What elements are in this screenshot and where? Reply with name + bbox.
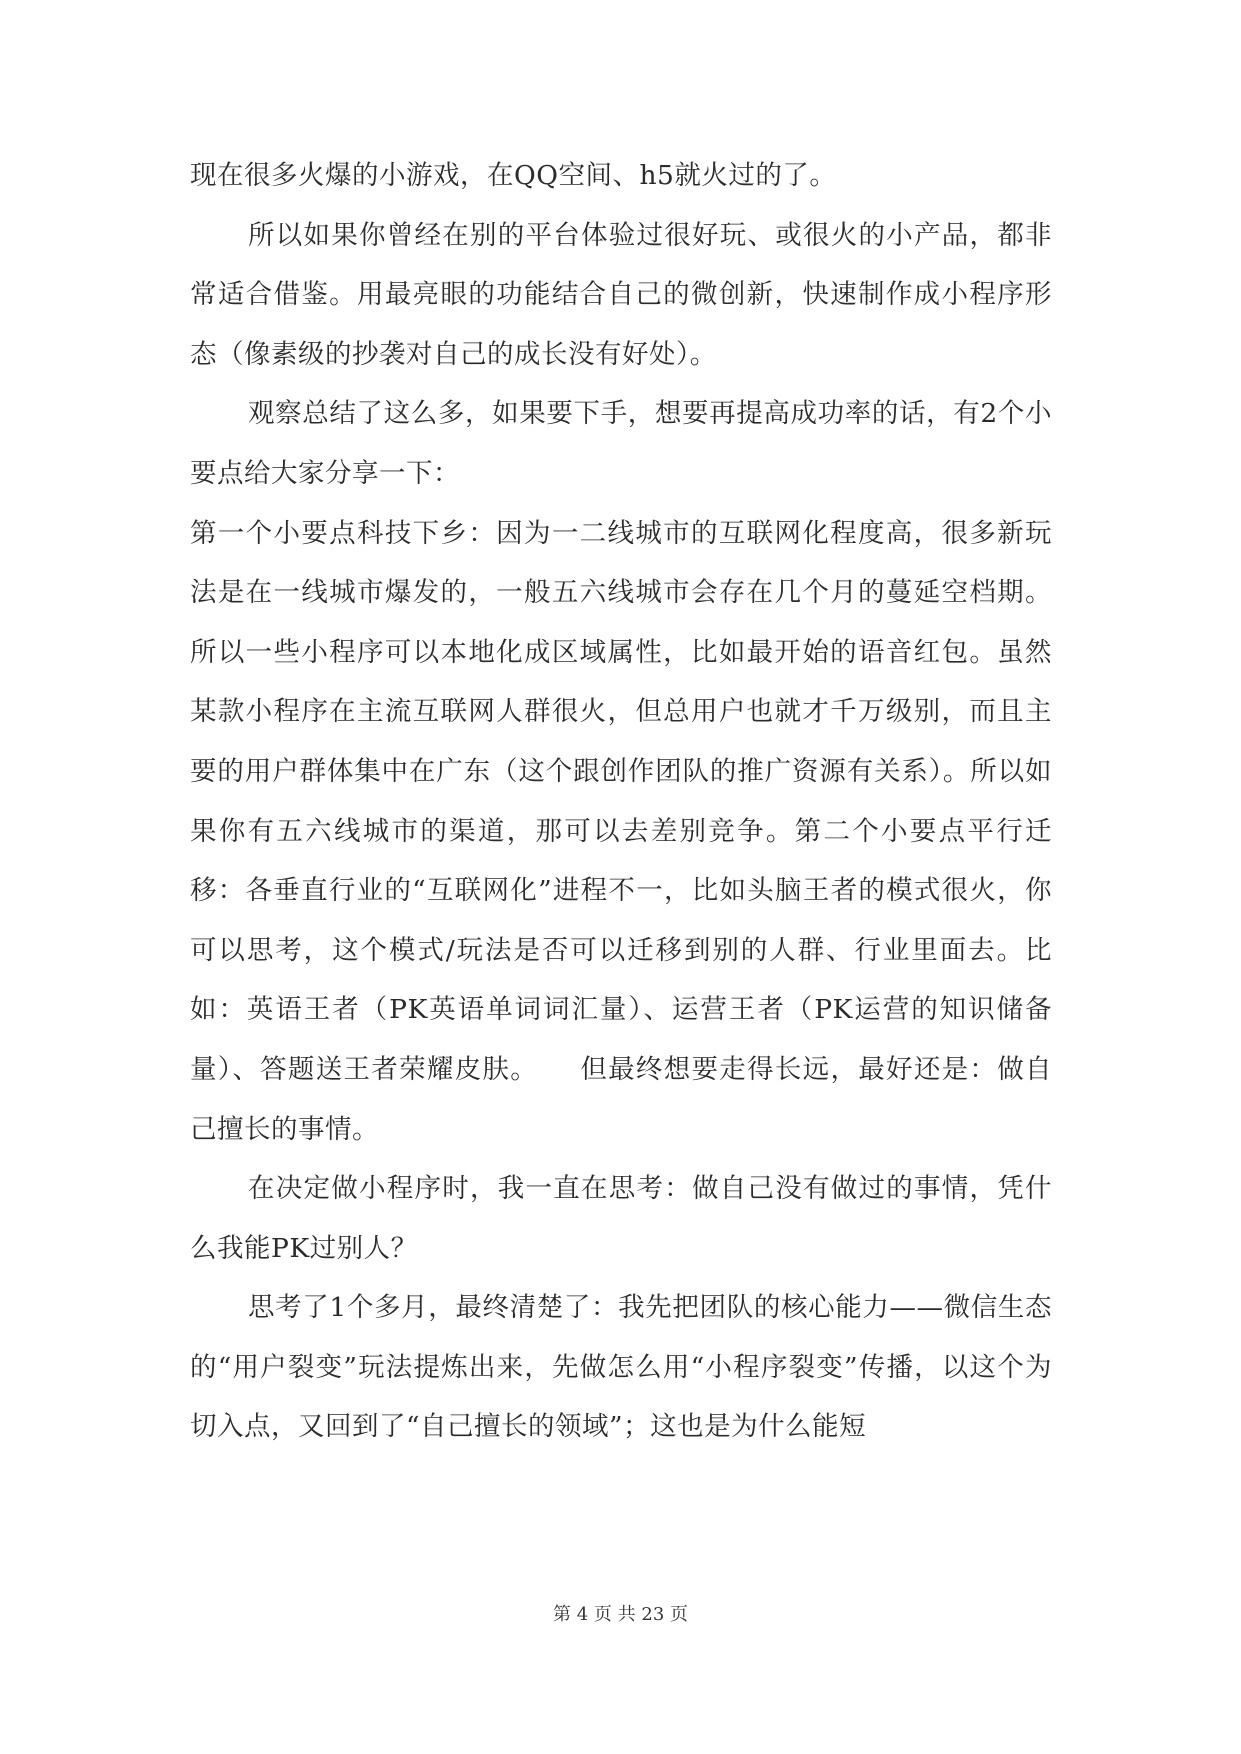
footer-prefix: 第	[552, 1604, 571, 1625]
document-body	[190, 146, 1052, 1457]
paragraph-1: 现在很多火爆的小游戏，在QQ空间、h5就火过的了。	[190, 160, 837, 191]
paragraph-2: 所以如果你曾经在别的平台体验过很好玩、或很火的小产品，都非常适合借鉴。用最亮眼的功能结合自己的微创新，快速制作成小程序形态（像素级的抄袭对自己的成长没有好处）。	[190, 219, 1052, 370]
footer-current-page: 4	[576, 1604, 589, 1625]
footer-total-pages: 23	[641, 1604, 665, 1625]
paragraph-6: 思考了1个多月，最终清楚了：我先把团队的核心能力——微信生态的“用户裂变”玩法提炼出来，先做怎么用“小程序裂变”传播，以这个为切入点，又回到了“自己擅长的领域”；这也是为什么能短	[190, 1292, 1052, 1443]
page-footer	[0, 1600, 1241, 1626]
paragraph-4: 第一个小要点科技下乡：因为一二线城市的互联网化程度高，很多新玩法是在一线城市爆发的，一般五六线城市会存在几个月的蔓延空档期。所以一些小程序可以本地化成区域属性，比如最开始的语音红包。虽然某款小程序在主流互联网人群很火，但总用户也就才千万级别，而且主要的用户群体集中在广东（这个跟创作团队的推广资源有关系）。所以如果你有五六线城市的渠道，那可以去差别竞争。第二个小要点平行迁移：各垂直行业的“互联网化”进程不一，比如头脑王者的模式很火，你可以思考，这个模式/玩法是否可以迁移到别的人群、行业里面去。比如：英语王者（PK英语单词词汇量）、运营王者（PK运营的知识储备量）、答题送王者荣耀皮肤。 但最终想要走得长远，最好还是：做自己擅长的事情。	[190, 517, 1052, 1145]
paragraph-5: 在决定做小程序时，我一直在思考：做自己没有做过的事情，凭什么我能PK过别人？	[190, 1173, 1052, 1264]
footer-middle: 页 共	[593, 1604, 636, 1625]
paragraph-3: 观察总结了这么多，如果要下手，想要再提高成功率的话，有2个小要点给大家分享一下：	[190, 398, 1052, 489]
footer-suffix: 页	[670, 1604, 689, 1625]
